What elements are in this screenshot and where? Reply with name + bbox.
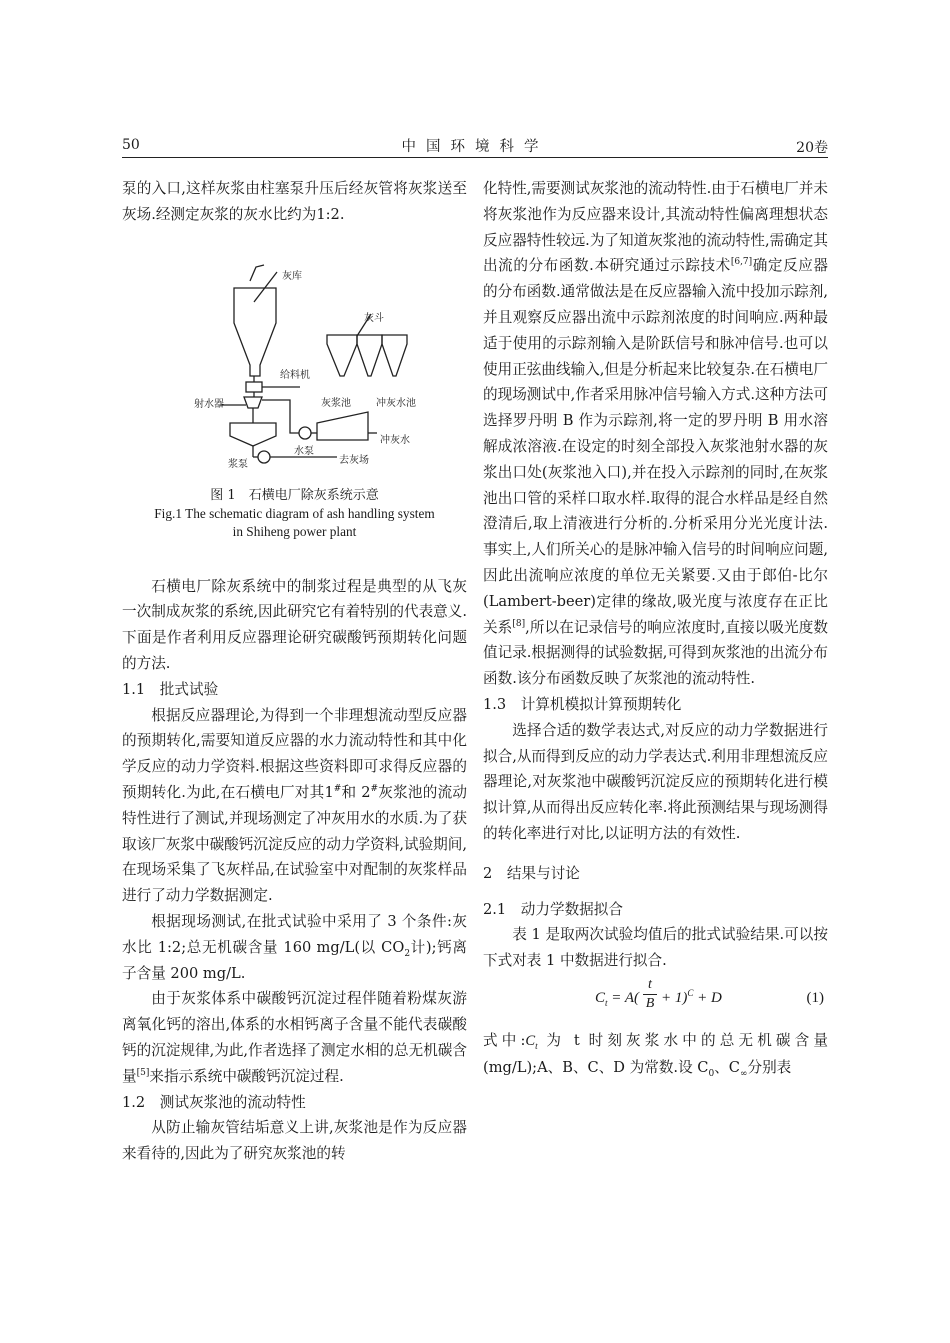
paragraph: 选择合适的数学表达式,对反应的动力学数据进行拟合,从而得到反应的动力学表达式.利用非理想流反应器理论,对灰浆池中碳酸钙沉淀反应的预期转化进行模拟计算,从而得出反应转化率.将此预测结果与现场测得的转化率进行对比,以证明方法的有效性.	[483, 721, 828, 842]
label-slurry-pump: 浆泵	[228, 458, 248, 470]
section-heading-1-2: 1.2 测试灰浆池的流动特性	[122, 1093, 306, 1111]
page-header	[122, 135, 828, 158]
label-flush-water: 冲灰水	[380, 434, 410, 446]
paragraph: 从防止输灰管结垢意义上讲,灰浆池是作为反应器来看待的,因此为了研究灰浆池的转	[122, 1119, 467, 1163]
paragraph: 由于灰浆体系中碳酸钙沉淀过程伴随着粉煤灰游离氧化钙的溶出,体系的水相钙离子含量不能代表碳酸钙的沉淀规律,为此,作者选择了测定水相的总无机碳含量[5]来指示系统中碳酸钙沉淀过程.	[122, 990, 467, 1085]
slurry-pool-shape	[230, 423, 276, 446]
paragraph: 表 1 是取两次试验均值后的批式试验结果.可以按下式对表 1 中数据进行拟合.	[483, 926, 828, 970]
paragraph: 式中$:C_t$ 为 t 时刻灰浆水中的总无机碳含量(mg/L);A、B、C、D 为常数.设 $C_0$、$C_\infty$分别表	[483, 1031, 828, 1079]
label-jet: 射水器	[194, 398, 224, 410]
paragraph: 石横电厂除灰系统中的制浆过程是典型的从飞灰一次制成灰浆的系统,因此研究它有着特别的代表意义.下面是作者利用反应器理论研究碳酸钙预期转化问题的方法.	[122, 577, 467, 672]
figure-caption-zh: 图 1 石横电厂除灰系统示意	[210, 487, 379, 503]
section-heading-1-1: 1.1 批式试验	[122, 680, 219, 698]
figure-caption-en-line1: Fig.1 The schematic diagram of ash handling system	[154, 505, 435, 521]
ash-system-diagram	[122, 232, 467, 484]
figure-caption-en	[122, 505, 467, 541]
slurry-pump-shape	[258, 451, 270, 463]
paragraph: 根据现场测试,在批式试验中采用了 3 个条件:灰水比 1:2;总无机碳含量 160 mg/L(以 $CO_2$计);钙离子含量 200 mg/L.	[122, 912, 467, 982]
paragraph: 根据反应器理论,为得到一个非理想流动型反应器的预期转化,需要知道反应器的水力流动特性和其中化学反应的动力学资料.根据这些资料即可求得反应器的预期转化.为此,在石横电厂对其1#和 2#灰浆池的流动特性进行了测试,并现场测定了冲灰用水的水质.为了获取该厂灰浆中碳酸钙沉淀反应的动力学资料,试验期间,在现场采集了飞灰样品,在试验室中对配制的灰浆样品进行了动力学数据测定.	[122, 706, 467, 905]
label-water-pump: 水泵	[294, 445, 314, 457]
label-slurry-pool: 灰浆池	[321, 397, 351, 409]
label-ash-hopper: 灰斗	[364, 312, 384, 324]
equation-fraction: $\frac{t}{B}$	[643, 976, 657, 1013]
hopper-2-shape	[357, 335, 382, 376]
figure-1	[122, 232, 467, 484]
page-number: 50	[122, 137, 140, 153]
section-heading-2: 2 结果与讨论	[483, 864, 580, 882]
label-feeder: 给料机	[280, 369, 310, 381]
feeder-shape	[246, 382, 262, 392]
flush-pool-shape	[317, 412, 368, 440]
section-heading-2-1: 2.1 动力学数据拟合	[483, 900, 623, 918]
label-to-ash-yard: 去灰场	[339, 454, 369, 466]
hopper-1-shape	[327, 335, 357, 376]
paragraph: 化特性,需要测试灰浆池的流动特性.由于石横电厂并未将灰浆池作为反应器来设计,其流动特性偏离理想状态反应器特性较远.为了知道灰浆池的流动特性,需确定其出流的分布函数.本研究通过示踪技术[6,7]确定反应器的分布函数.通常做法是在反应器输入流中投加示踪剂,并且观察反应器出流中示踪剂浓度的时间响应.两种最适于使用的示踪剂输入是阶跃信号和脉冲信号.也可以使用正弦曲线输入,但是分析起来比较复杂.在石横电厂的现场测试中,作者采用脉冲信号输入方式.这种方法可选择罗丹明 B 作为示踪剂,将一定的罗丹明 B 用水溶解成浓溶液.在设定的时刻全部投入灰浆池射水器的灰浆出口处(灰浆池入口),并在投入示踪剂的同时,在灰浆池出口管的采样口取水样.取得的混合水样品是经自然澄清后,取上清液进行分析的.分析采用分光光度计法.事实上,人们所关心的是脉冲输入信号的时间响应问题,因此出流响应浓度的单位无关紧要.又由于郎伯-比尔(Lambert-beer)定律的缘故,吸光度与浓度存在正比关系[8],所以在记录信号的响应浓度时,直接以吸光度数值记录.根据测得的试验数据,可得到灰浆池的出流分布函数.该分布函数反映了灰浆池的流动特性.	[483, 180, 828, 688]
journal-title: 中国环境科学	[401, 139, 549, 155]
right-column	[483, 176, 828, 1081]
water-pump-shape	[299, 427, 311, 439]
label-ash-silo: 灰库	[282, 270, 302, 282]
left-column	[122, 176, 467, 1167]
hopper-3-shape	[382, 335, 407, 376]
equation-1: $C_t = A$( $\frac{t}{B}$ + 1)$^C$ + D (1)	[595, 976, 824, 1011]
label-flush-pool: 冲灰水池	[376, 397, 416, 409]
equation-number: (1)	[806, 989, 824, 1006]
figure-caption-en-line2: in Shiheng power plant	[232, 523, 357, 539]
volume-label: 20卷	[796, 140, 828, 156]
section-heading-1-3: 1.3 计算机模拟计算预期转化	[483, 695, 682, 713]
paragraph: 泵的入口,这样灰浆由柱塞泵升压后经灰管将灰浆送至灰场.经测定灰浆的灰水比约为1:2.	[122, 180, 467, 223]
jet-shape	[244, 397, 262, 408]
